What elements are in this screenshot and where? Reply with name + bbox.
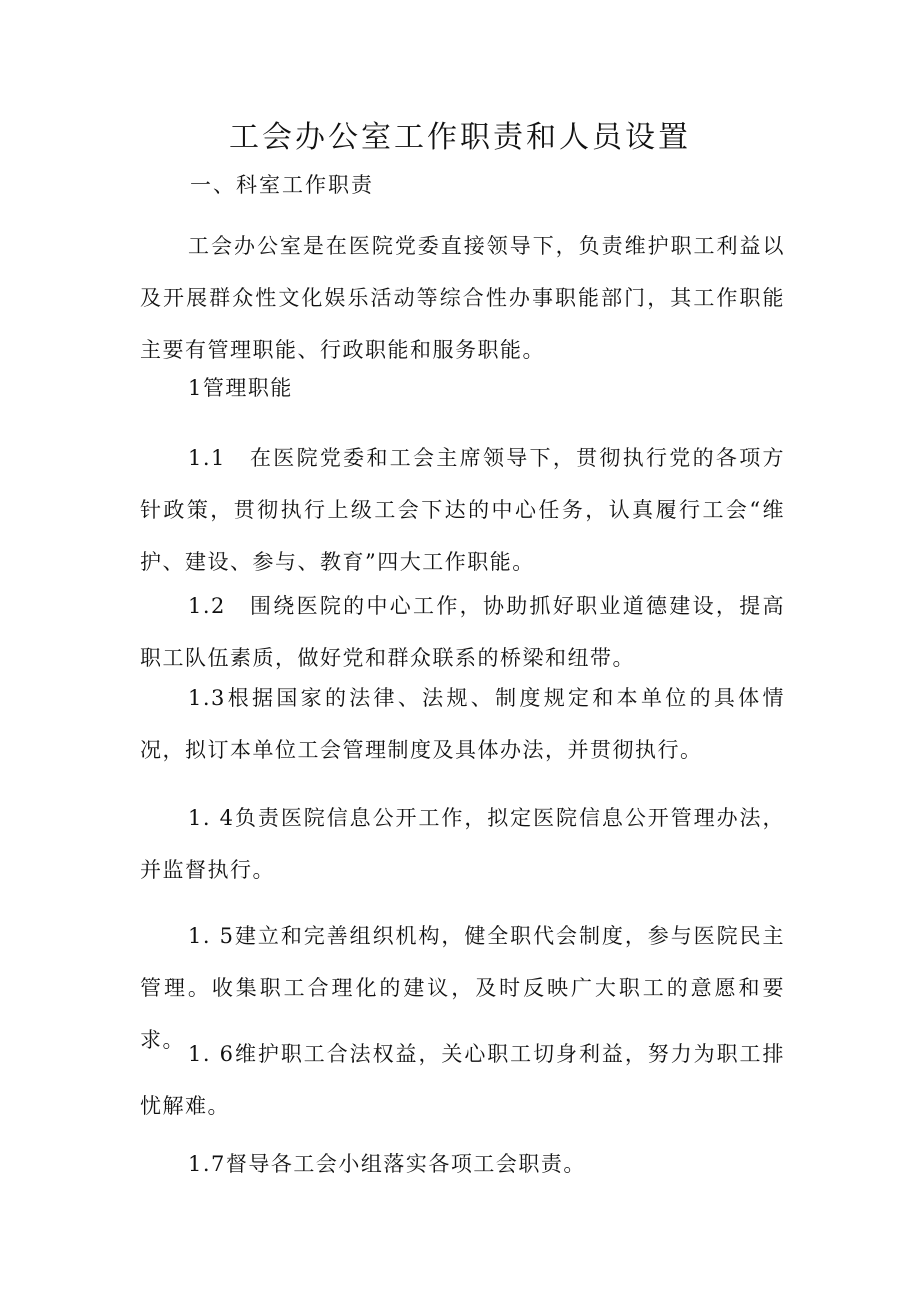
document-title: 工会办公室工作职责和人员设置 [229,120,691,155]
item-1-3: 1.3根据国家的法律、法规、制度规定和本单位的具体情况，拟订本单位工会管理制度及具体办法，并贯彻执行。 [140,686,785,762]
item-1-7: 1.7督导各工会小组落实各项工会职责。 [188,1152,586,1176]
intro-paragraph: 工会办公室是在医院党委直接领导下，负责维护职工利益以及开展群众性文化娱乐活动等综合性办事职能部门，其工作职能主要有管理职能、行政职能和服务职能。 [140,234,785,362]
item-1-6: 1. 6维护职工合法权益，关心职工切身利益，努力为职工排忧解难。 [140,1042,785,1118]
item-1-4: 1. 4负责医院信息公开工作，拟定医院信息公开管理办法，并监督执行。 [140,806,785,882]
item-1-1: 1.1 在医院党委和工会主席领导下，贯彻执行党的各项方针政策，贯彻执行上级工会下达的中心任务，认真履行工会“维护、建设、参与、教育”四大工作职能。 [140,446,785,574]
section-heading: 一、科室工作职责 [190,173,374,197]
subheading-management: 1管理职能 [188,376,293,400]
item-1-2: 1.2 围绕医院的中心工作，协助抓好职业道德建设，提高职工队伍素质，做好党和群众联系的桥梁和纽带。 [140,594,785,670]
item-1-5: 1. 5建立和完善组织机构，健全职代会制度，参与医院民主管理。收集职工合理化的建议，及时反映广大职工的意愿和要求。 [140,924,785,1052]
